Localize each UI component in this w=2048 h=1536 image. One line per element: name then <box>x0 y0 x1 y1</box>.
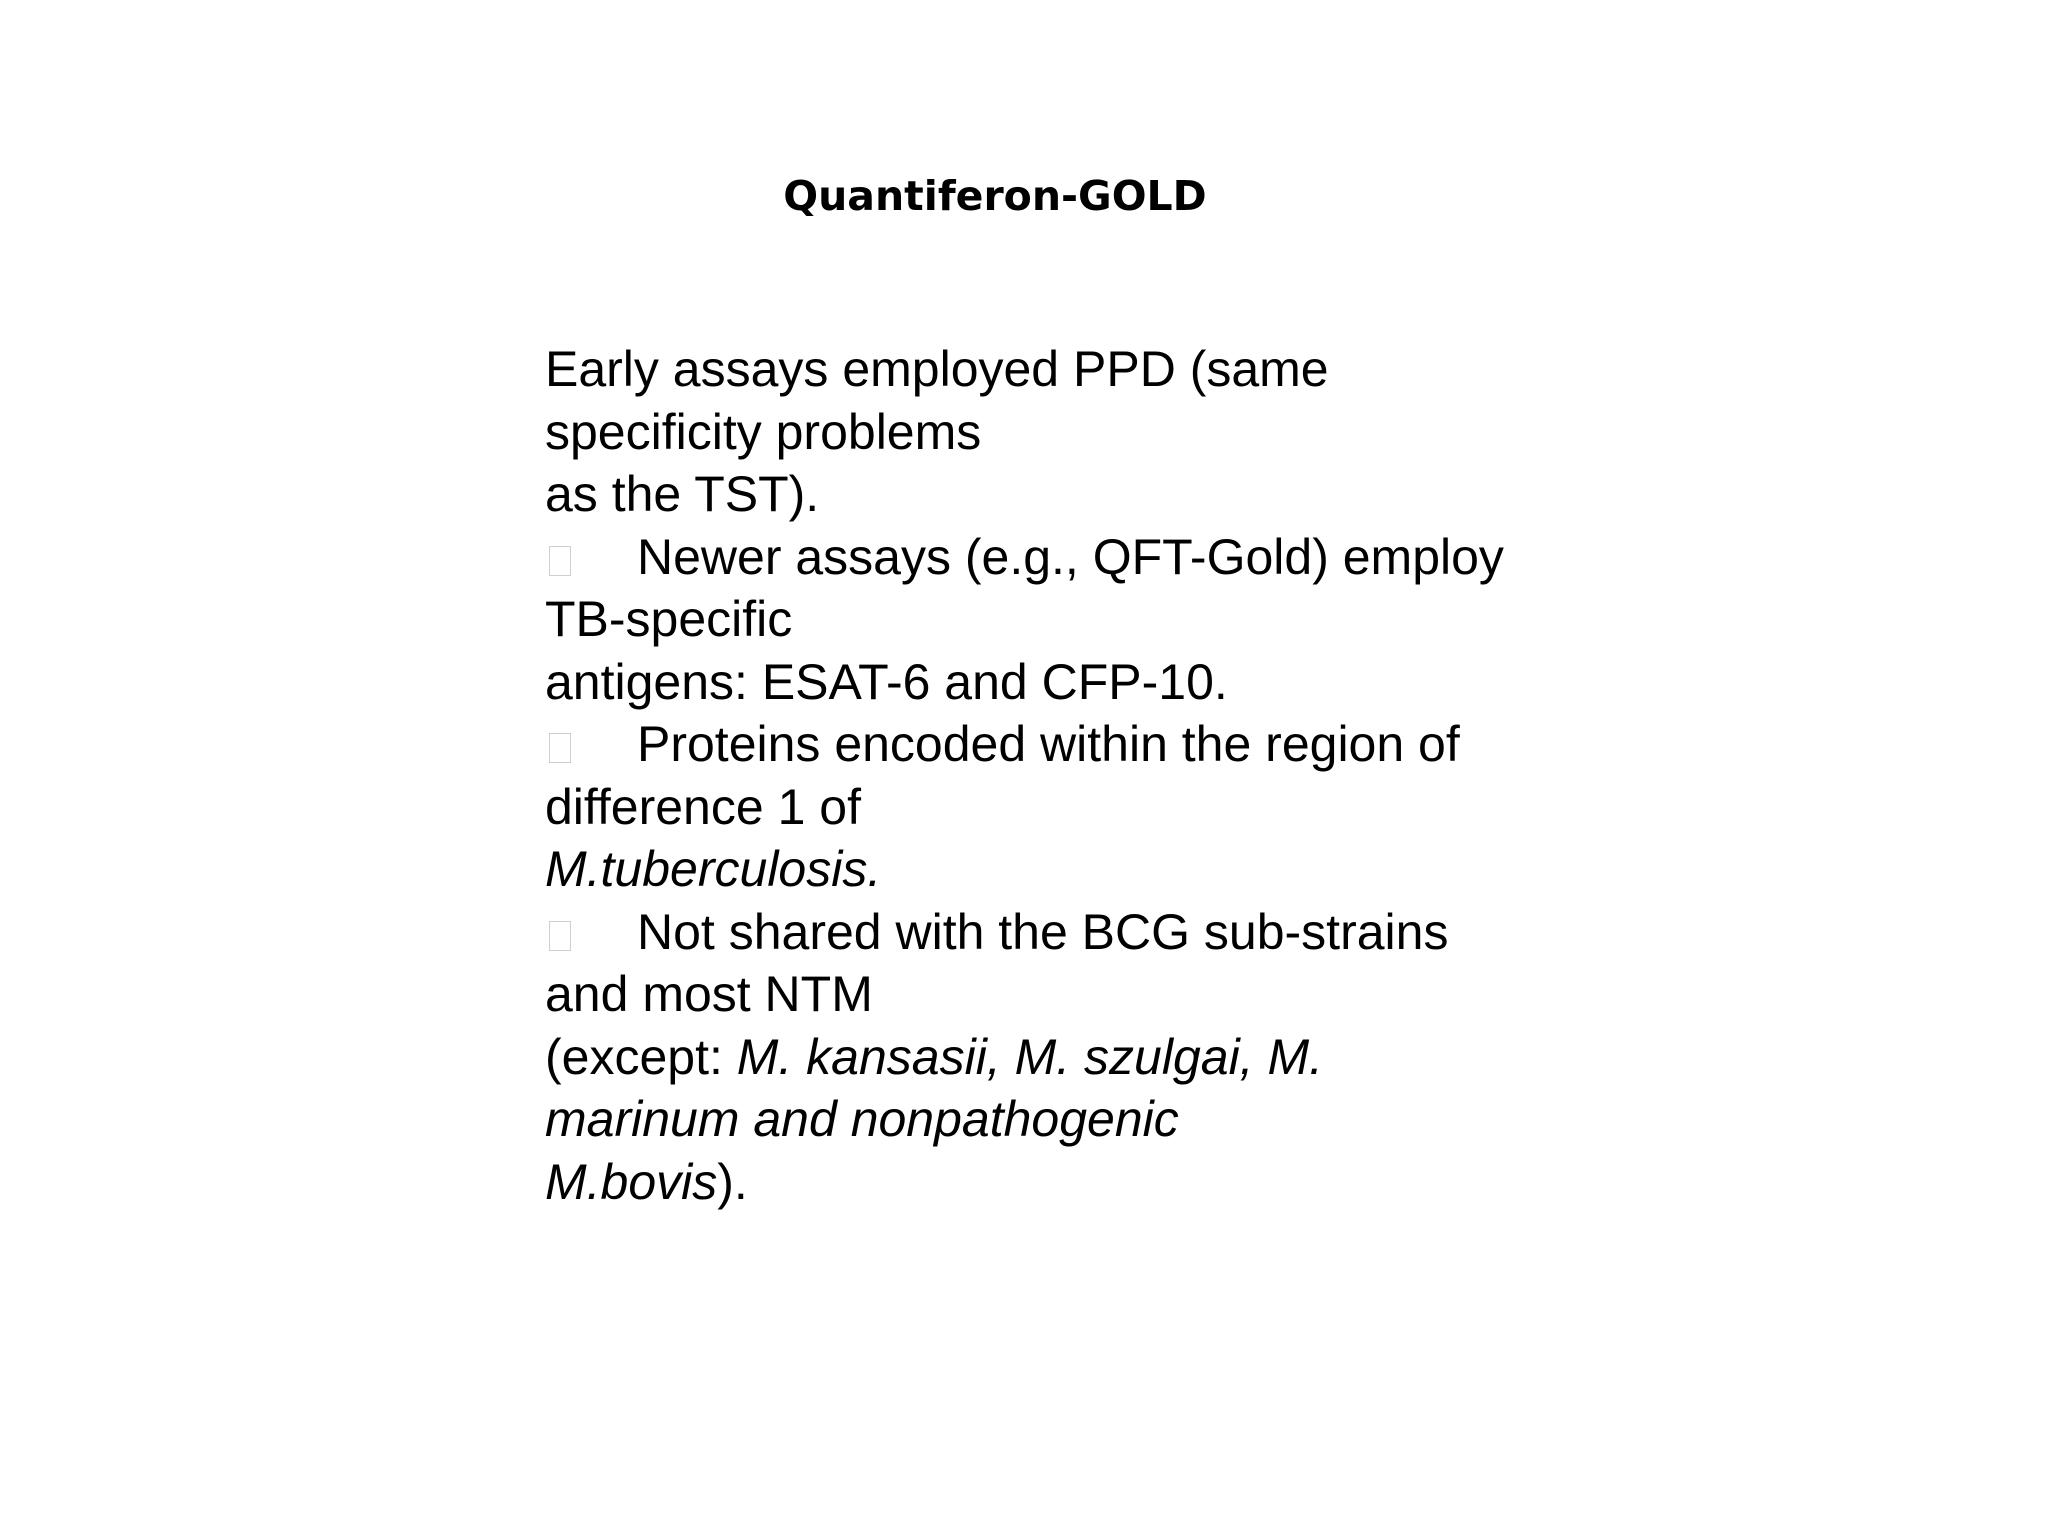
body-line <box>545 776 1585 839</box>
slide-body <box>545 338 1585 1213</box>
missing-glyph-box-icon <box>549 921 571 951</box>
body-line <box>545 401 1585 464</box>
body-line <box>545 588 1585 651</box>
line-text: ). <box>717 1153 748 1210</box>
line-text: antigens: ESAT-6 and CFP-10. <box>545 653 1228 710</box>
line-text: Proteins encoded within the region of <box>637 716 1460 772</box>
body-line <box>545 338 1585 401</box>
italic-species-names: M. kansasii, M. szulgai, M. <box>736 1028 1324 1085</box>
body-line <box>545 1088 1585 1151</box>
body-line <box>545 1151 1585 1214</box>
italic-species-name: M.tuberculosis. <box>545 841 882 897</box>
line-text: difference 1 of <box>545 778 861 835</box>
bullet-line <box>545 526 1585 589</box>
missing-glyph-box-icon <box>549 733 571 763</box>
line-text: as the TST). <box>545 466 820 522</box>
line-text: and most NTM <box>545 966 873 1022</box>
body-line <box>545 1026 1585 1089</box>
body-line <box>545 463 1585 526</box>
line-text: Not shared with the BCG sub-strains <box>637 903 1449 960</box>
slide-title: Quantiferon-GOLD <box>783 172 1207 220</box>
bullet-line <box>545 713 1585 776</box>
italic-species-names: marinum and nonpathogenic <box>545 1091 1179 1147</box>
body-line <box>545 651 1585 714</box>
bullet-line <box>545 901 1585 964</box>
missing-glyph-box-icon <box>549 546 571 576</box>
body-line <box>545 838 1585 901</box>
line-text: Newer assays (e.g., QFT-Gold) employ <box>637 528 1504 585</box>
body-line <box>545 963 1585 1026</box>
line-text: specificity problems <box>545 403 982 460</box>
line-text: TB-specific <box>545 591 793 647</box>
line-text: (except: <box>545 1028 737 1085</box>
line-text: Early assays employed PPD (same <box>545 341 1329 397</box>
italic-species-name: M.bovis <box>545 1153 718 1210</box>
